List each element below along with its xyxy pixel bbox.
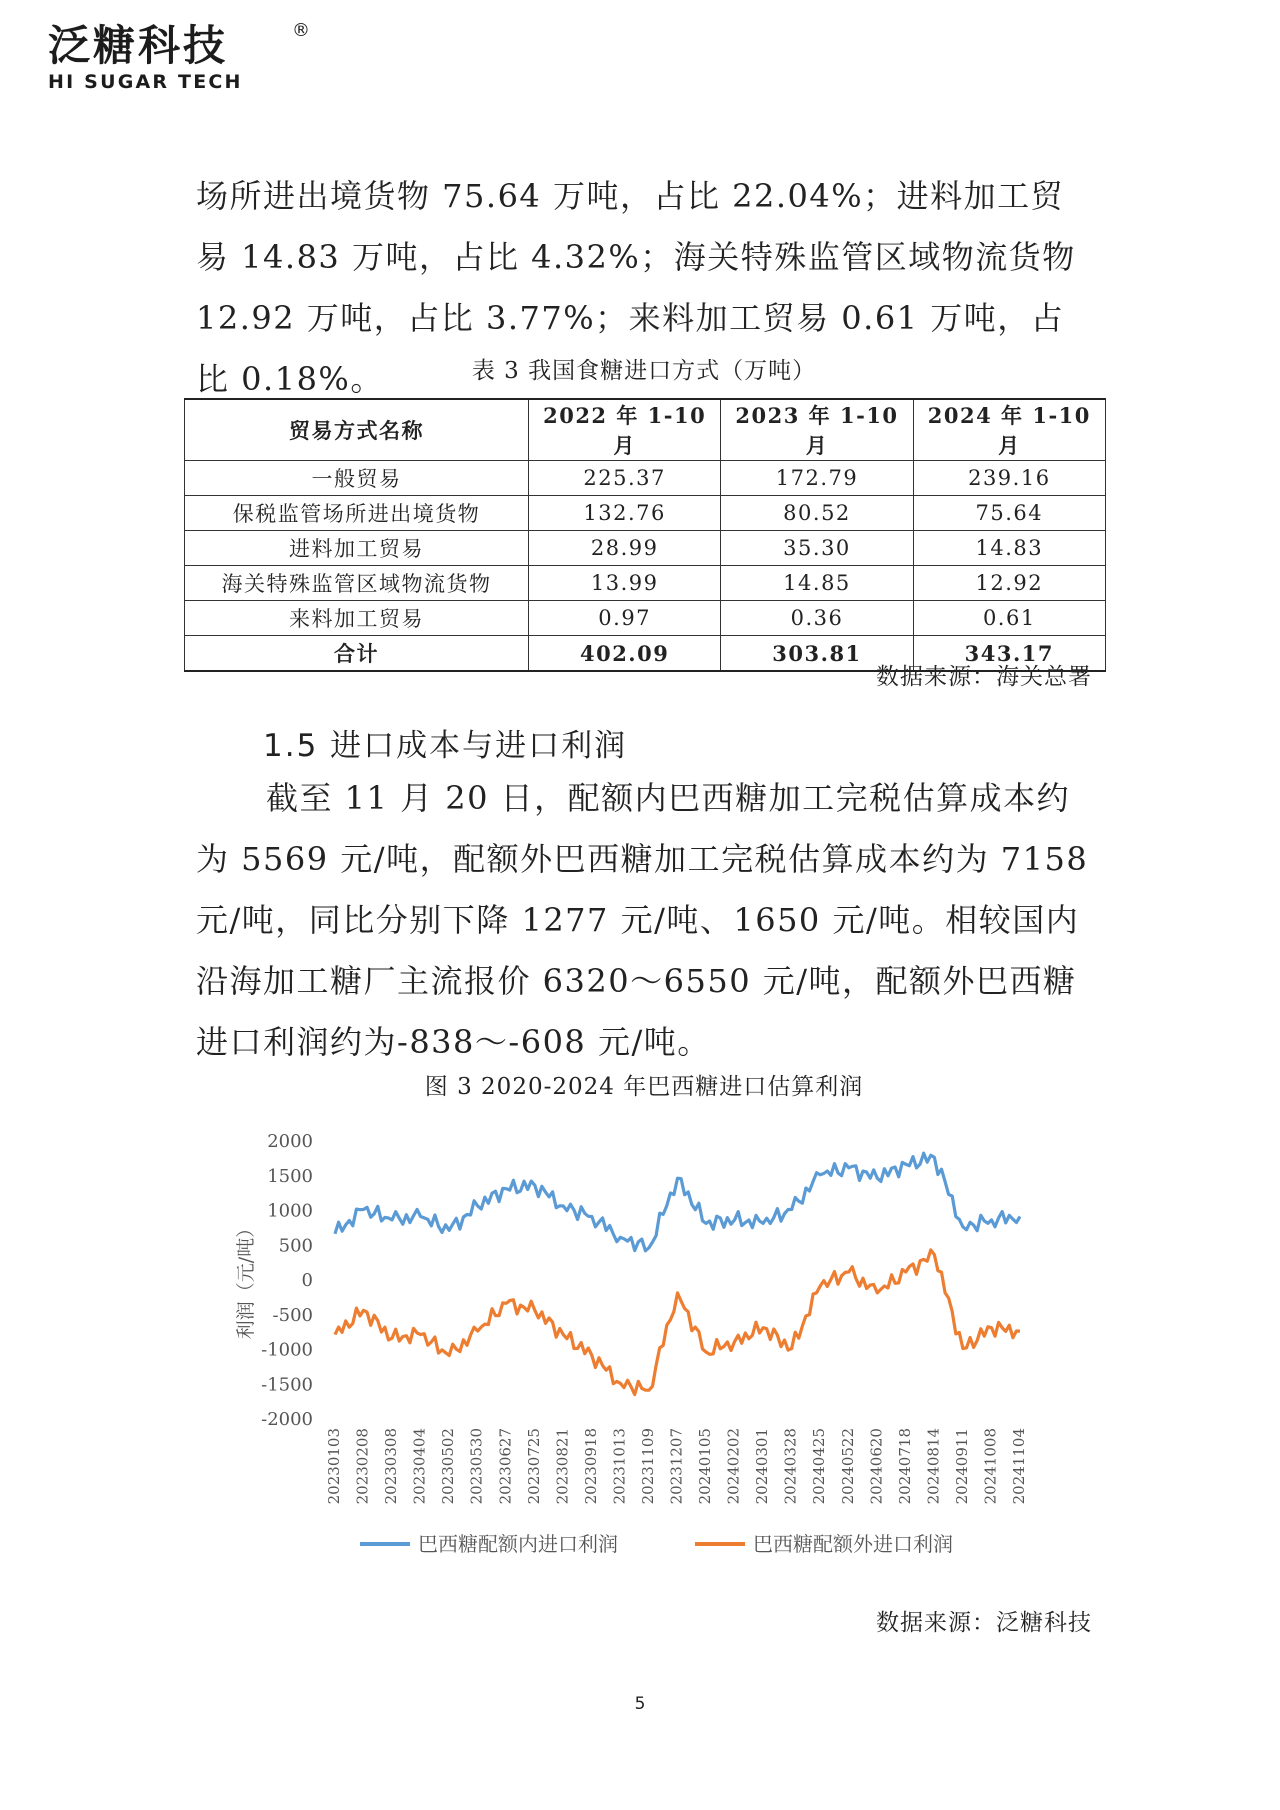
section-heading [263, 720, 627, 765]
table-cell: 402.09 [529, 636, 721, 672]
x-tick-label: 20230627 [496, 1428, 515, 1505]
table-cell: 海关特殊监管区域物流货物 [185, 566, 529, 601]
x-tick-label: 20240328 [781, 1428, 800, 1505]
table-cell: 35.30 [721, 531, 913, 566]
y-tick-label: -1000 [261, 1339, 313, 1361]
y-tick-label: 500 [278, 1235, 313, 1257]
table-cell: 75.64 [913, 496, 1105, 531]
table-cell: 14.85 [721, 566, 913, 601]
table-cell: 172.79 [721, 461, 913, 496]
x-tick-label: 20230821 [553, 1428, 572, 1505]
y-tick-label: 0 [301, 1270, 313, 1291]
x-tick-label: 20230308 [382, 1428, 401, 1505]
registered-mark: ® [292, 20, 310, 41]
x-tick-label: 20240911 [952, 1428, 971, 1505]
x-tick-label: 20240620 [867, 1428, 886, 1505]
y-tick-label: -500 [272, 1304, 313, 1326]
table-cell: 0.97 [529, 601, 721, 636]
x-tick-label: 20240301 [753, 1428, 772, 1505]
x-tick-label: 20231109 [638, 1428, 657, 1505]
table-cell: 12.92 [913, 566, 1105, 601]
table-cell: 0.36 [721, 601, 913, 636]
table-row [185, 566, 1106, 601]
y-axis-label: 利润（元/吨） [235, 1218, 257, 1340]
figure-source: 数据来源：泛糖科技 [876, 1610, 1092, 1636]
table-cell: 225.37 [529, 461, 721, 496]
table-cell: 28.99 [529, 531, 721, 566]
table-row [185, 601, 1106, 636]
x-tick-label: 20240105 [696, 1428, 715, 1505]
table-cell: 进料加工贸易 [185, 531, 529, 566]
x-tick-label: 20230530 [467, 1428, 486, 1505]
figure-caption: 图 3 2020-2024 年巴西糖进口估算利润 [424, 1074, 864, 1100]
table-cell: 13.99 [529, 566, 721, 601]
profit-line-chart [230, 1120, 1050, 1580]
x-tick-label: 20230918 [581, 1428, 600, 1505]
table-cell: 343.17 [913, 636, 1105, 672]
y-tick-label: -2000 [261, 1409, 313, 1430]
legend-label-2: 巴西糖配额外进口利润 [753, 1532, 953, 1556]
x-tick-label: 20230208 [353, 1428, 372, 1505]
y-tick-label: 1500 [267, 1165, 313, 1187]
x-tick-label: 20241008 [981, 1428, 1000, 1505]
x-tick-label: 20240718 [895, 1428, 914, 1505]
table-cell: 保税监管场所进出境货物 [185, 496, 529, 531]
x-tick-label: 20230502 [439, 1428, 458, 1505]
paragraph-import-profit: 截至 11 月 20 日，配额内巴西糖加工完税估算成本约为 5569 元/吨，配额外巴西糖加工完税估算成本约为 7158 元/吨，同比分别下降 1277 元/吨、1650 元/吨。相较国内沿海加工糖厂主流报价 6320～6550 元/吨，配额外巴西糖进口利润约为-838～-608 元/吨。 [196, 779, 1089, 1061]
x-tick-label: 20240202 [724, 1428, 743, 1505]
x-tick-label: 20240814 [924, 1428, 943, 1505]
section-number: 1.5 [263, 728, 319, 764]
table-cell: 一般贸易 [185, 461, 529, 496]
table-cell: 0.61 [913, 601, 1105, 636]
import-method-table [184, 398, 1106, 672]
y-tick-label: 2000 [267, 1131, 313, 1152]
table-cell: 80.52 [721, 496, 913, 531]
table-cell: 14.83 [913, 531, 1105, 566]
legend-label-1: 巴西糖配额内进口利润 [418, 1532, 618, 1556]
table-cell: 合计 [185, 636, 529, 672]
x-tick-label: 20240522 [838, 1428, 857, 1505]
header-cell: 2024 年 1-10 月 [913, 399, 1105, 461]
logo-english: HI SUGAR TECH [48, 71, 243, 93]
table-row [185, 531, 1106, 566]
section-title: 进口成本与进口利润 [330, 728, 628, 764]
logo-chinese: 泛糖科技 [48, 21, 229, 70]
table-cell: 239.16 [913, 461, 1105, 496]
table-cell: 303.81 [721, 636, 913, 672]
table-caption: 表 3 我国食糖进口方式（万吨） [471, 358, 817, 384]
header-cell: 2022 年 1-10 月 [529, 399, 721, 461]
x-tick-label: 20230725 [524, 1428, 543, 1505]
x-tick-label: 20230404 [410, 1428, 429, 1505]
series-line-2 [335, 1250, 1020, 1395]
y-tick-label: 1000 [267, 1200, 313, 1222]
table-row [185, 461, 1106, 496]
x-tick-label: 20240425 [810, 1428, 829, 1505]
x-tick-label: 20231013 [610, 1428, 629, 1505]
x-tick-label: 20241104 [1010, 1428, 1028, 1505]
table-row [185, 496, 1106, 531]
y-tick-label: -1500 [261, 1374, 313, 1396]
brand-logo [48, 20, 310, 94]
table-cell: 132.76 [529, 496, 721, 531]
x-tick-label: 20230103 [325, 1428, 343, 1505]
paragraph-trade-breakdown: 场所进出境货物 75.64 万吨，占比 22.04%；进料加工贸易 14.83 万吨，占比 4.32%；海关特殊监管区域物流货物 12.92 万吨，占比 3.77%；来料加工贸易 0.61 万吨，占比 0.18%。 [196, 177, 1076, 398]
page-number: 5 [634, 1694, 646, 1714]
header-cell: 2023 年 1-10 月 [721, 399, 913, 461]
table-header-row [185, 399, 1106, 461]
series-line-1 [335, 1153, 1020, 1251]
table-cell: 来料加工贸易 [185, 601, 529, 636]
header-cell: 贸易方式名称 [185, 399, 529, 461]
x-tick-label: 20231207 [667, 1428, 686, 1505]
table-source: 数据来源：海关总署 [876, 664, 1092, 690]
